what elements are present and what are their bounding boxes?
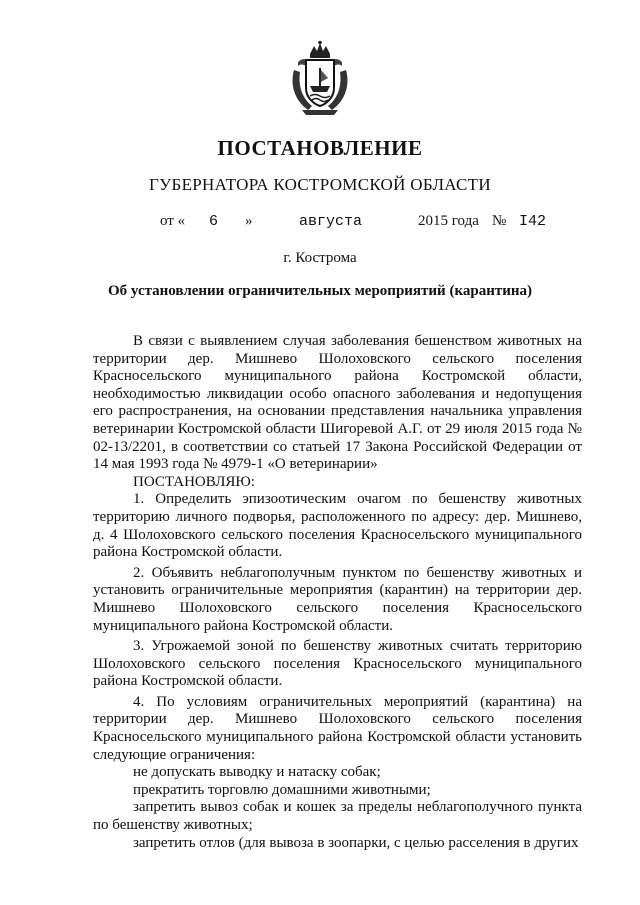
item-3-paragraph: 3. Угрожаемой зоной по бешенству животных считать территорию Шолоховского сельского поселения Красносельского муниципального района Костромской области.: [93, 638, 582, 690]
number-sign: №: [492, 213, 507, 229]
item-4-paragraph: 4. По условиям ограничительных мероприятий (карантина) на территории дер. Мишнево Шолоховского сельского поселения Красносельского муниципального района Костромской области установить следующие ограничения:: [93, 693, 582, 763]
restriction-3: запретить вывоз собак и кошек за пределы неблагополучного пункта по бешенству животных;: [93, 799, 582, 834]
restriction-2: прекратить торговлю домашними животными;: [133, 781, 431, 798]
kostroma-coat-of-arms-icon: [288, 40, 352, 116]
date-month: августа: [299, 213, 363, 230]
item-2-paragraph: 2. Объявить неблагополучным пунктом по бешенству животных и установить ограничительные мероприятия (карантин) на территории дер. Мишнево Шолоховского сельского поселения Красносельского муниципального района Костромской области.: [93, 564, 582, 634]
restriction-1: не допускать выводку и натаску собак;: [133, 764, 381, 781]
date-day: 6: [209, 213, 219, 230]
date-prefix: от «: [160, 213, 186, 229]
document-body: [93, 333, 582, 852]
city-line: г. Кострома: [283, 250, 357, 266]
item-1-paragraph: 1. Определить эпизоотическим очагом по бешенству животных территорию личного подворья, расположенного по адресу: дер. Мишнево, д. 4 Шолоховского сельского поселения Красносельского муниципального района Костромской области.: [93, 491, 582, 561]
document-title: Об установлении ограничительных мероприятий (карантина): [107, 283, 532, 299]
date-quote-close: »: [245, 213, 253, 229]
decree-word: ПОСТАНОВЛЯЮ:: [133, 473, 255, 490]
document-type-heading: ПОСТАНОВЛЕНИЕ: [217, 136, 423, 160]
issuer-heading: ГУБЕРНАТОРА КОСТРОМСКОЙ ОБЛАСТИ: [149, 175, 491, 194]
preamble-paragraph: В связи с выявлением случая заболевания бешенством животных на территории дер. Мишнево Шолоховского сельского поселения Красносельского муниципального района Костромской области, необходимостью ликвидации особо опасного заболевания и недопущения его распространения, на основании представления начальника управления ветеринарии Костромской области Шигоревой А.Г. от 29 июля 2015 года № 02-13/2201, в соответствии со статьей 17 Закона Российской Федерации от 14 мая 1993 года № 4979-1 «О ветеринарии»: [93, 333, 582, 473]
document-number: I42: [519, 213, 547, 230]
date-line: [0, 213, 640, 237]
date-year: 2015 года: [418, 213, 479, 229]
restriction-4: запретить отлов (для вывоза в зоопарки, с целью расселения в других: [133, 834, 579, 851]
